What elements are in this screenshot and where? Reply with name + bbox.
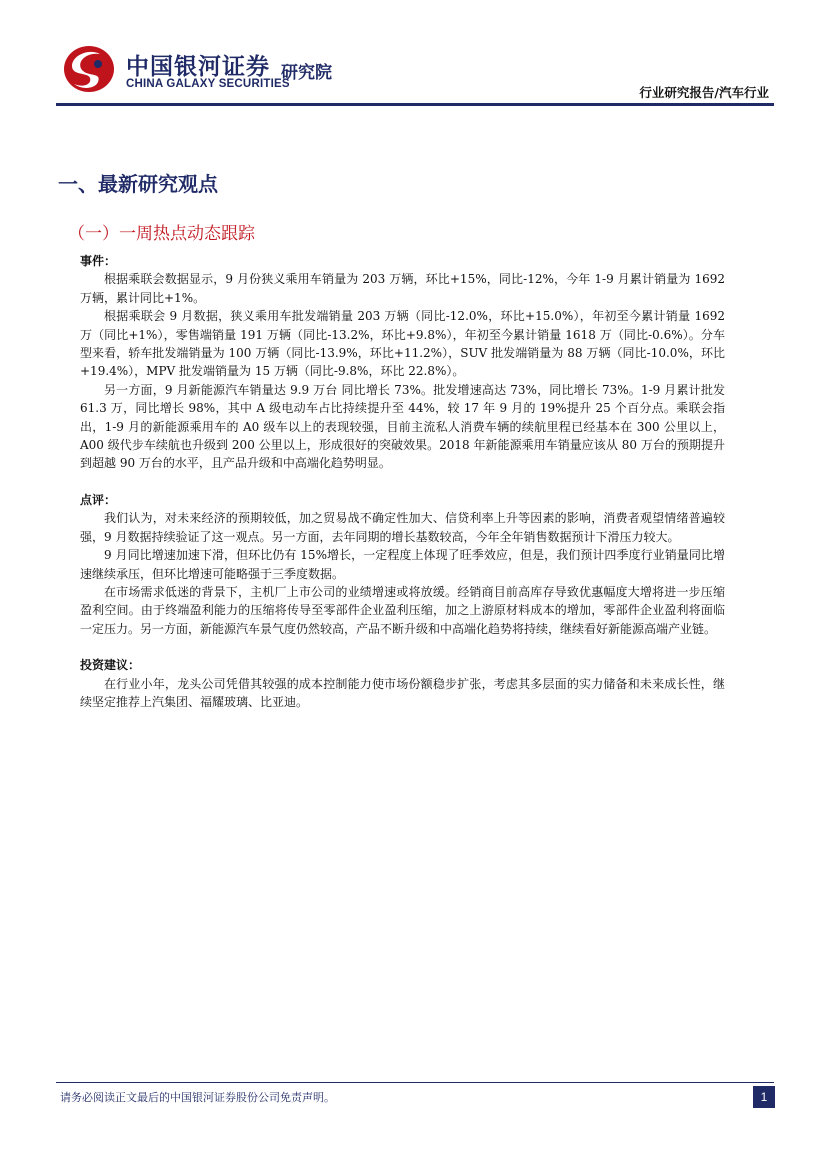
subsection-heading: （一）一周热点动态跟踪 [68, 224, 255, 244]
footer-divider [56, 1082, 774, 1083]
event-paragraph: 另一方面，9 月新能源汽车销量达 9.9 万台 同比增长 73%。批发增速高达 73%，同比增长 73%。1-9 月累计批发 61.3 万，同比增长 98%，其中 A 级电动车占比持续提升至 44%，较 17 年 9 月的 19%提升 25 个百分点。乘联会指出，1-9 月的新能源乘用车的 A0 级车以上的表现较强，目前主流私人消费车辆的续航里程已经基本在 300 公里以上，A00 级代步车续航也升级到 200 公里以上，形成很好的突破效果。2018 年新能源乘用车销量应该从 80 万台的预期提升到超越 90 万台的水平，且产品升级和中高端化趋势明显。 [80, 382, 725, 471]
event-paragraph: 根据乘联会 9 月数据，狭义乘用车批发端销量 203 万辆（同比-12.0%，环比+15.0%），年初至今累计销量 1692 万（同比+1%），零售端销量 191 万辆（同比-13.2%，环比+9.8%），年初至今累计销量 1618 万（同比-0.6%）。分车型来看，轿车批发端销量为 100 万辆（同比-13.9%，环比+11.2%），SUV 批发端销量为 88 万辆（同比-10.0%，环比+19.4%），MPV 批发端销量为 15 万辆（同比-9.8%，环比 22.8%）。 [80, 309, 725, 379]
footer-disclaimer: 请务必阅读正文最后的中国银河证券股份公司免责声明。 [60, 1091, 335, 1104]
page-header [0, 0, 827, 110]
report-body [80, 252, 725, 711]
advice-paragraph: 在行业小年，龙头公司凭借其较强的成本控制能力使市场份额稳步扩张，考虑其多层面的实力储备和未来成长性，继续坚定推荐上汽集团、福耀玻璃、比亚迪。 [80, 676, 725, 709]
header-divider [56, 103, 774, 106]
event-paragraph: 根据乘联会数据显示，9 月份狭义乘用车销量为 203 万辆，环比+15%，同比-12%，今年 1-9 月累计销量为 1692 万辆，累计同比+1%。 [80, 272, 725, 305]
comment-paragraph: 在市场需求低迷的背景下，主机厂上市公司的业绩增速或将放缓。经销商目前高库存导致优惠幅度大增将进一步压缩盈利空间。由于终端盈利能力的压缩将传导至零部件企业盈利压缩，加之上游原材料成本的增加，零部件企业盈利将面临一定压力。另一方面，新能源汽车景气度仍然较高，产品不断升级和中高端化趋势将持续，继续看好新能源高端产业链。 [80, 584, 725, 636]
galaxy-logo-icon [62, 44, 116, 94]
event-label: 事件： [80, 254, 117, 268]
advice-label: 投资建议： [80, 658, 141, 673]
section-heading: 一、最新研究观点 [58, 172, 218, 196]
brand-name-cn: 中国银河证券 [126, 54, 270, 80]
brand-institute: 研究院 [281, 63, 332, 83]
comment-paragraph: 9 月同比增速加速下滑，但环比仍有 15%增长，一定程度上体现了旺季效应，但是，我们预计四季度行业销量同比增速继续承压，但环比增速可能略强于三季度数据。 [80, 548, 725, 581]
brand-name-en: CHINA GALAXY SECURITIES [126, 78, 290, 90]
comment-paragraph: 我们认为，对未来经济的预期较低，加之贸易战不确定性加大、信贷利率上升等因素的影响，消费者观望情绪普遍较强，9 月数据持续验证了这一观点。另一方面，去年同期的增长基数较高，今年全年销售数据预计下滑压力较大。 [80, 511, 725, 544]
page-number: 1 [753, 1086, 775, 1108]
report-type: 行业研究报告/汽车行业 [639, 85, 769, 100]
comment-label: 点评： [80, 492, 117, 507]
